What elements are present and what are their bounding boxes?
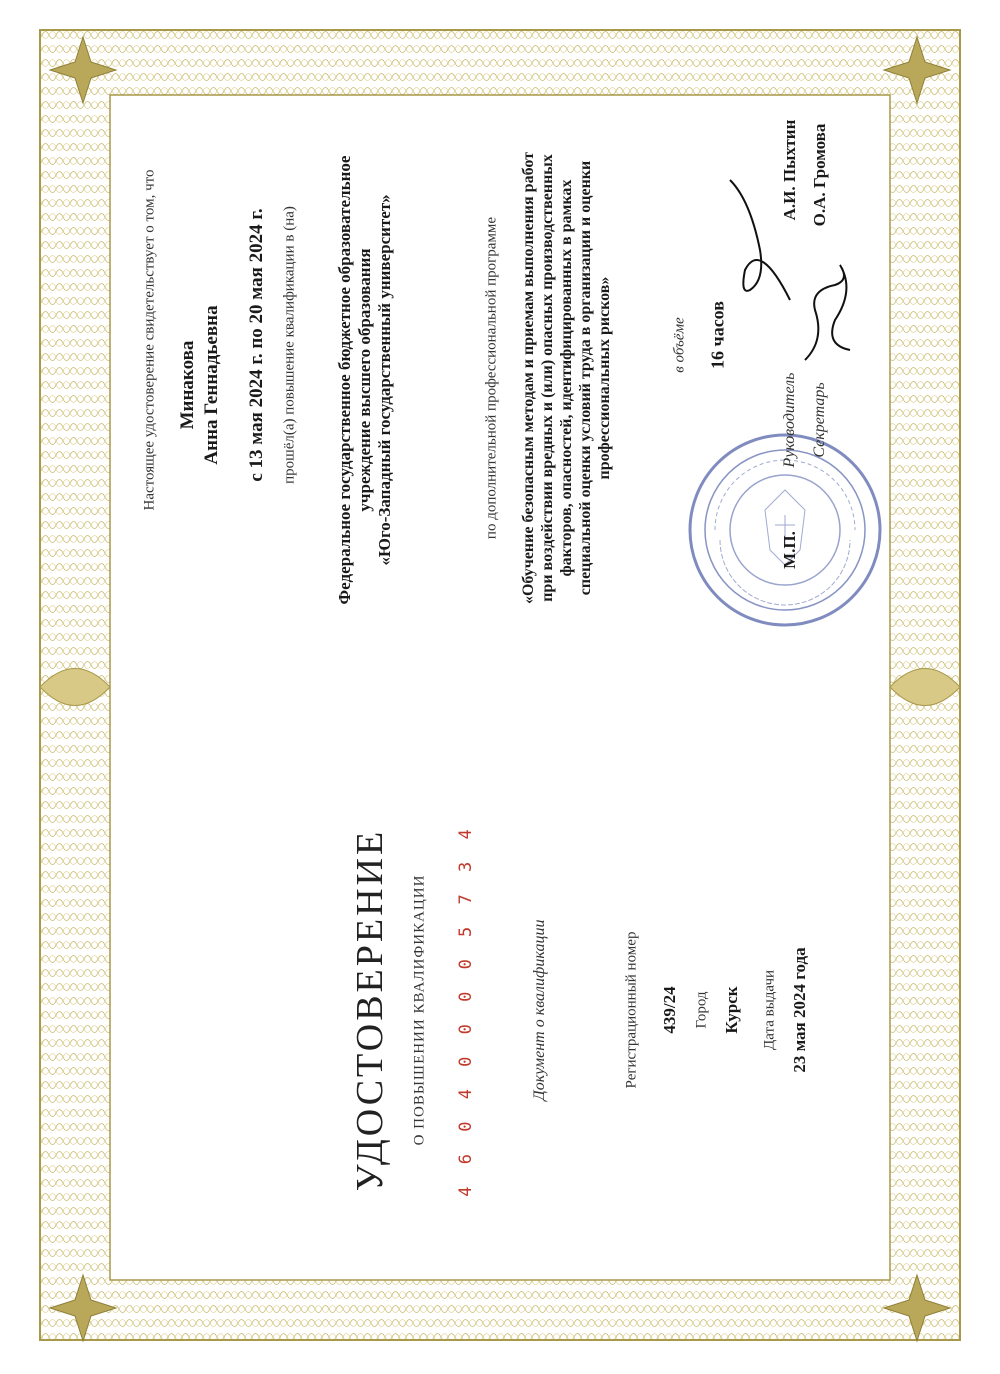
volume-label: в объёме (671, 317, 688, 373)
head-label: Руководитель (781, 372, 798, 468)
program-block (520, 88, 614, 668)
document-subtitle: О ПОВЫШЕНИИ КВАЛИФИКАЦИИ (411, 874, 428, 1146)
intro-text: Настоящее удостоверение свидетельствует о том, что (141, 169, 158, 511)
stamp-mark: М.П. (780, 531, 799, 569)
organization-block (335, 100, 395, 660)
reg-number-value: 439/24 (660, 986, 679, 1034)
org-line-1: Федеральное государственное бюджетное образовательное (334, 155, 354, 605)
volume-value: 16 часов (707, 301, 728, 369)
holder-surname: Минакова (177, 340, 198, 430)
document-type: Документ о квалификации (531, 919, 548, 1101)
passed-text: прошёл(а) повышение квалификации в (на) (281, 206, 298, 484)
document-number: 4 6 0 4 0 0 0 0 5 7 3 4 (456, 823, 476, 1197)
document-title: УДОСТОВЕРЕНИЕ (349, 828, 391, 1192)
reg-number-label: Регистрационный номер (623, 931, 640, 1089)
city-label: Город (693, 991, 710, 1029)
holder-name: Анна Геннадьевна (201, 305, 222, 465)
secretary-signature (795, 250, 865, 370)
program-line-2: при воздействии вредных и (или) опасных производственных (538, 154, 556, 602)
org-line-3: «Юго-Западный государственный университет» (375, 194, 395, 566)
program-line-3: факторов, опасностей, идентифицированных в рамках (557, 179, 575, 577)
program-label: по дополнительной профессиональной программе (483, 216, 500, 540)
program-line-5: профессиональных рисков» (595, 276, 613, 480)
secretary-label: Секретарь (811, 382, 828, 458)
issue-date-value: 23 мая 2024 года (790, 947, 809, 1073)
org-line-2: учреждение высшего образования (354, 248, 374, 512)
secretary-name: О.А. Громова (810, 123, 829, 227)
program-line-1: «Обучение безопасным методам и приемам выполнения работ (519, 151, 537, 605)
training-period: с 13 мая 2024 г. по 20 мая 2024 г. (246, 208, 267, 482)
program-line-4: специальной оценки условий труда в организации и оценки (576, 160, 594, 596)
city-value: Курск (722, 986, 741, 1034)
head-name: А.И. Пыхтин (780, 119, 799, 221)
issue-date-label: Дата выдачи (761, 969, 778, 1051)
